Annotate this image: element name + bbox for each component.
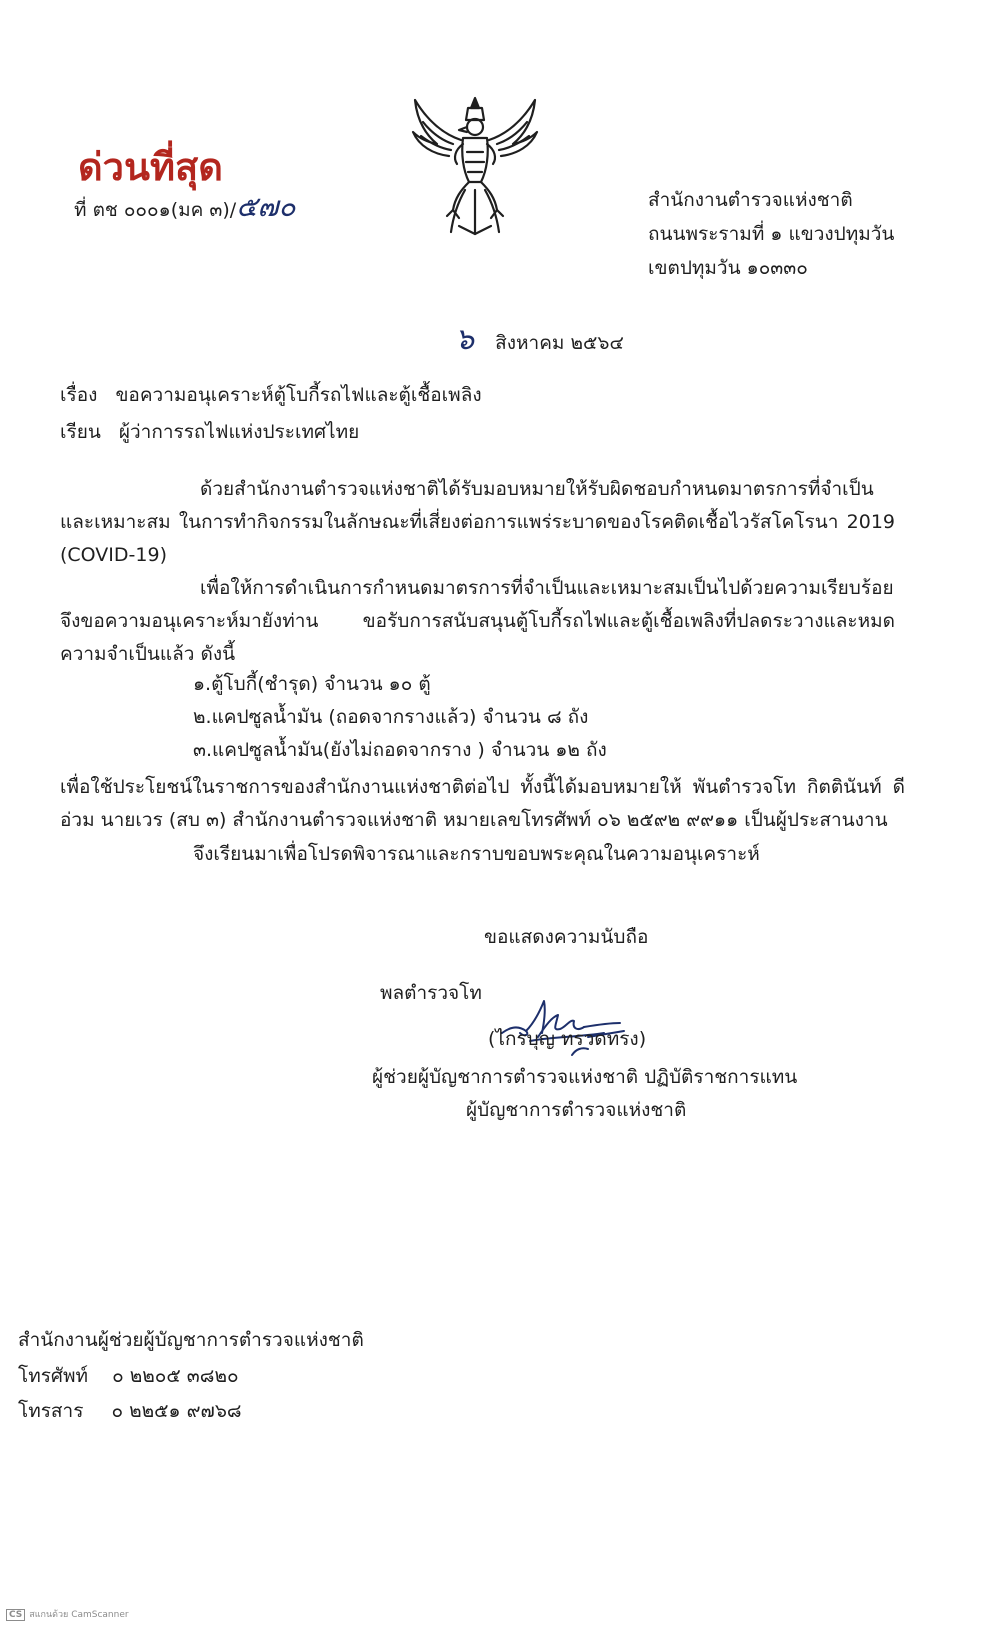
camscanner-badge: CS (6, 1609, 25, 1621)
body-paragraph-1: ด้วยสำนักงานตำรวจแห่งชาติได้รับมอบหมายให้รับผิดชอบกำหนดมาตรการที่จำเป็นและเหมาะสม ในการทำกิจกรรมในลักษณะที่เสี่ยงต่อการแพร่ระบาดของโรคติดเชื้อไวรัสโคโรนา 2019 (COVID-19) (60, 478, 895, 566)
signer-rank: พลตำรวจโท (380, 982, 482, 1004)
body-paragraph-3: เพื่อใช้ประโยชน์ในราชการของสำนักงานแห่งชาติต่อไป ทั้งนี้ได้มอบหมายให้ พันตำรวจโท กิตตินันท์ ดีอ่วม นายเวร (สบ ๓) สำนักงานตำรวจแห่งชาติ หมายเลขโทรศัพท์ ๐๖ ๒๕๙๒ ๙๙๑๑ เป็นผู้ประสานงาน (60, 776, 905, 831)
closing-line: จึงเรียนมาเพื่อโปรดพิจารณาและกราบขอบพระคุณในความอนุเคราะห์ (193, 843, 760, 865)
reference-line (74, 190, 296, 223)
date-day-handwritten: ๖ (455, 322, 475, 357)
phone-label: โทรศัพท์ (18, 1365, 89, 1387)
footer-fax (18, 1402, 242, 1421)
date-month-year: สิงหาคม ๒๕๖๔ (495, 332, 624, 354)
camscanner-text: สแกนด้วย CamScanner (29, 1610, 129, 1620)
phone-number: ๐ ๒๒๐๕ ๓๘๒๐ (112, 1365, 239, 1387)
subject-line (60, 386, 482, 405)
signer-name: (ไกรบุญ ทรวดทรง) (488, 1028, 647, 1050)
list-item: ๑.ตู้โบกี้(ชำรุด) จำนวน ๑๐ ตู้ (193, 673, 431, 695)
reference-number-handwritten: ๕๗๐ (236, 190, 296, 223)
footer-phone (18, 1367, 239, 1386)
recipient-text: ผู้ว่าการรถไฟแห่งประเทศไทย (118, 421, 360, 443)
urgency-label: ด่วนที่สุด (78, 144, 223, 189)
signer-position-line-2: ผู้บัญชาการตำรวจแห่งชาติ (466, 1099, 687, 1121)
agency-street: ถนนพระรามที่ ๑ แขวงปทุมวัน (648, 223, 895, 245)
agency-district: เขตปทุมวัน ๑๐๓๓๐ (648, 257, 808, 279)
agency-name: สำนักงานตำรวจแห่งชาติ (648, 189, 853, 211)
fax-label: โทรสาร (18, 1400, 84, 1422)
reference-prefix: ที่ ตช ๐๐๐๑(มค ๓)/ (74, 199, 237, 221)
garuda-emblem-icon (407, 94, 543, 238)
closing-regards: ขอแสดงความนับถือ (484, 926, 649, 948)
signer-position-line-1: ผู้ช่วยผู้บัญชาการตำรวจแห่งชาติ ปฏิบัติราชการแทน (372, 1066, 798, 1088)
subject-text: ขอความอนุเคราะห์ตู้โบกี้รถไฟและตู้เชื้อเพลิง (115, 384, 482, 406)
fax-number: ๐ ๒๒๕๑ ๙๗๖๘ (111, 1400, 242, 1422)
recipient-label: เรียน (60, 421, 101, 443)
letter-date (455, 316, 624, 363)
body-paragraph-2: เพื่อให้การดำเนินการกำหนดมาตรการที่จำเป็นและเหมาะสมเป็นไปด้วยความเรียบร้อย จึงขอความอนุเคราะห์มายังท่าน ขอรับการสนับสนุนตู้โบกี้รถไฟและตู้เชื้อเพลิงที่ปลดระวางและหมดความจำเป็นแล้ว ดังนี้ (60, 577, 895, 665)
subject-label: เรื่อง (60, 384, 98, 406)
recipient-line (60, 423, 359, 442)
footer-office: สำนักงานผู้ช่วยผู้บัญชาการตำรวจแห่งชาติ (18, 1329, 364, 1351)
list-item: ๒.แคปซูลน้ำมัน (ถอดจากรางแล้ว) จำนวน ๘ ถัง (193, 706, 589, 728)
scanner-watermark (6, 1607, 129, 1621)
list-item: ๓.แคปซูลน้ำมัน(ยังไม่ถอดจากราง ) จำนวน ๑๒ ถัง (193, 739, 607, 761)
